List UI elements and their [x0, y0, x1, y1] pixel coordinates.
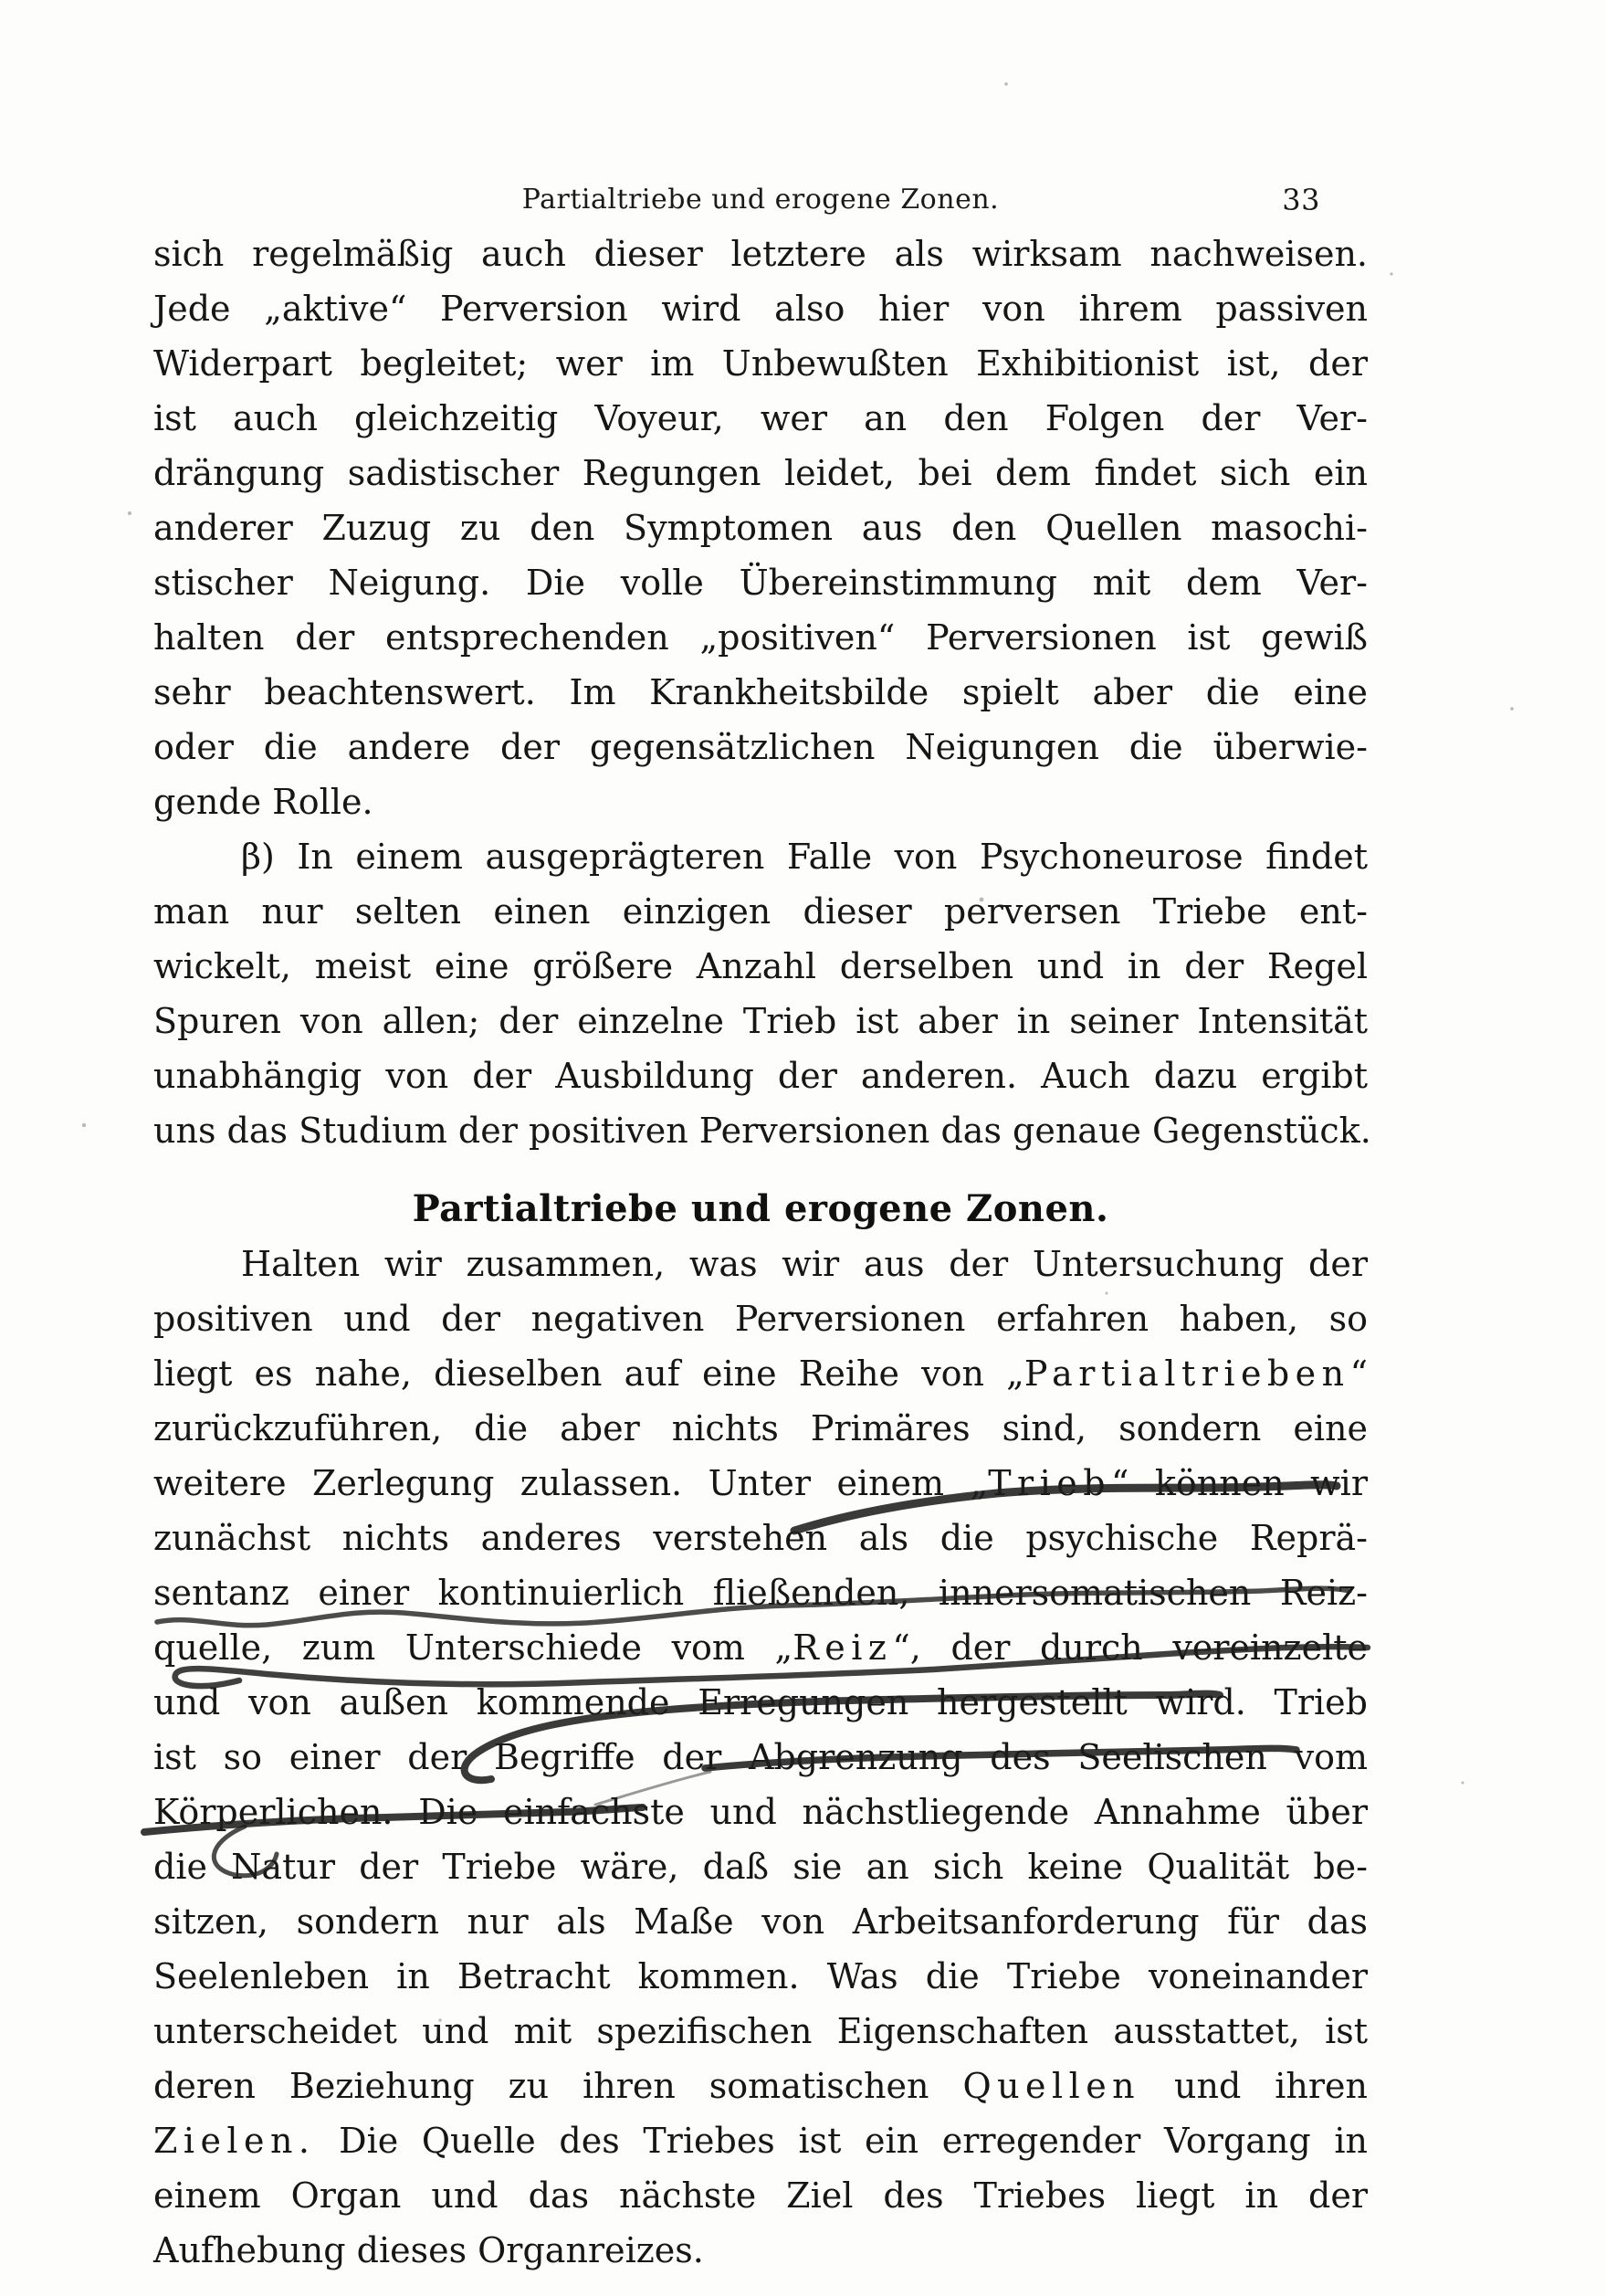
emphasized-term: Partialtrieben	[1023, 1353, 1350, 1394]
text-column	[153, 226, 1371, 2278]
text-line: zurückzuführen, die aber nichts Primäres sind, sondern eine	[153, 1408, 1368, 1448]
text-line: sentanz einer kontinuierlich fließenden, innersomatischen Reiz-	[153, 1573, 1368, 1613]
text-line: deren Beziehung zu ihren somatischen Quellen und ihren	[153, 2066, 1368, 2106]
text-line: sich regelmäßig auch dieser letztere als wirksam nachweisen.	[153, 234, 1368, 274]
text-line: Aufhebung dieses Organreizes.	[153, 2230, 704, 2270]
text-line: Halten wir zusammen, was wir aus der Untersuchung der	[241, 1244, 1368, 1284]
page-number: 33	[1282, 183, 1320, 217]
text-line: β) In einem ausgeprägteren Falle von Psychoneurose findet	[241, 837, 1368, 877]
text-line: einem Organ und das nächste Ziel des Triebes liegt in der	[153, 2175, 1368, 2216]
emphasized-term: Trieb	[988, 1463, 1111, 1503]
running-head	[153, 179, 1368, 221]
text-line: Spuren von allen; der einzelne Trieb ist aber in seiner Intensität	[153, 1001, 1368, 1041]
paragraph-1	[153, 226, 1368, 829]
text-line: ist so einer der Begriffe der Abgrenzung des Seelischen vom	[153, 1737, 1368, 1777]
text-line: man nur selten einen einzigen dieser perversen Triebe ent-	[153, 891, 1368, 932]
text-line: Körperlichen. Die einfachste und nächstliegende Annahme über	[153, 1792, 1368, 1832]
emphasized-term: Quellen	[962, 2066, 1141, 2106]
text-line: liegt es nahe, dieselben auf eine Reihe von „Partialtrieben“	[153, 1353, 1368, 1394]
text-line: sitzen, sondern nur als Maße von Arbeitsanforderung für das	[153, 1901, 1368, 1942]
text-line: ist auch gleichzeitig Voyeur, wer an den Folgen der Ver-	[153, 398, 1368, 438]
text-line: Zielen. Die Quelle des Triebes ist ein erregender Vorgang in	[153, 2121, 1368, 2161]
text-line: quelle, zum Unterschiede vom „Reiz“, der durch vereinzelte	[153, 1627, 1368, 1668]
paragraph-2	[153, 829, 1371, 1158]
text-line: unterscheidet und mit spezifischen Eigenschaften ausstattet, ist	[153, 2011, 1368, 2051]
text-line: anderer Zuzug zu den Symptomen aus den Quellen masochi-	[153, 508, 1368, 548]
text-line: Widerpart begleitet; wer im Unbewußten Exhibitionist ist, der	[153, 343, 1368, 384]
paragraph-3	[153, 1237, 1368, 2278]
text-line: unabhängig von der Ausbildung der anderen. Auch dazu ergibt	[153, 1056, 1368, 1096]
text-line: halten der entsprechenden „positiven“ Perversionen ist gewiß	[153, 617, 1368, 658]
text-line: Seelenleben in Betracht kommen. Was die Triebe voneinander	[153, 1956, 1368, 1996]
running-head-title: Partialtriebe und erogene Zonen.	[521, 184, 1000, 216]
text-line: gende Rolle.	[153, 782, 373, 822]
text-line: uns das Studium der positiven Perversionen das genaue Gegenstück.	[153, 1111, 1371, 1151]
text-line: weitere Zerlegung zulassen. Unter einem „Trieb“ können wir	[153, 1463, 1368, 1503]
section-heading: Partialtriebe und erogene Zonen.	[412, 1187, 1109, 1230]
text-line: und von außen kommende Erregungen hergestellt wird. Trieb	[153, 1682, 1368, 1722]
text-line: drängung sadistischer Regungen leidet, bei dem findet sich ein	[153, 453, 1368, 493]
text-line: sehr beachtenswert. Im Krankheitsbilde spielt aber die eine	[153, 672, 1368, 712]
text-line: Jede „aktive“ Perversion wird also hier von ihrem passiven	[153, 289, 1368, 329]
emphasized-term: Reiz	[793, 1627, 893, 1668]
text-line: wickelt, meist eine größere Anzahl derselben und in der Regel	[153, 946, 1368, 986]
text-line: positiven und der negativen Perversionen erfahren haben, so	[153, 1299, 1368, 1339]
text-line: stischer Neigung. Die volle Übereinstimmung mit dem Ver-	[153, 563, 1368, 603]
text-line: die Natur der Triebe wäre, daß sie an sich keine Qualität be-	[153, 1847, 1368, 1887]
text-line: oder die andere der gegensätzlichen Neigungen die überwie-	[153, 727, 1368, 767]
text-line: zunächst nichts anderes verstehen als die psychische Reprä-	[153, 1518, 1368, 1558]
emphasized-term: Zielen.	[153, 2121, 316, 2161]
